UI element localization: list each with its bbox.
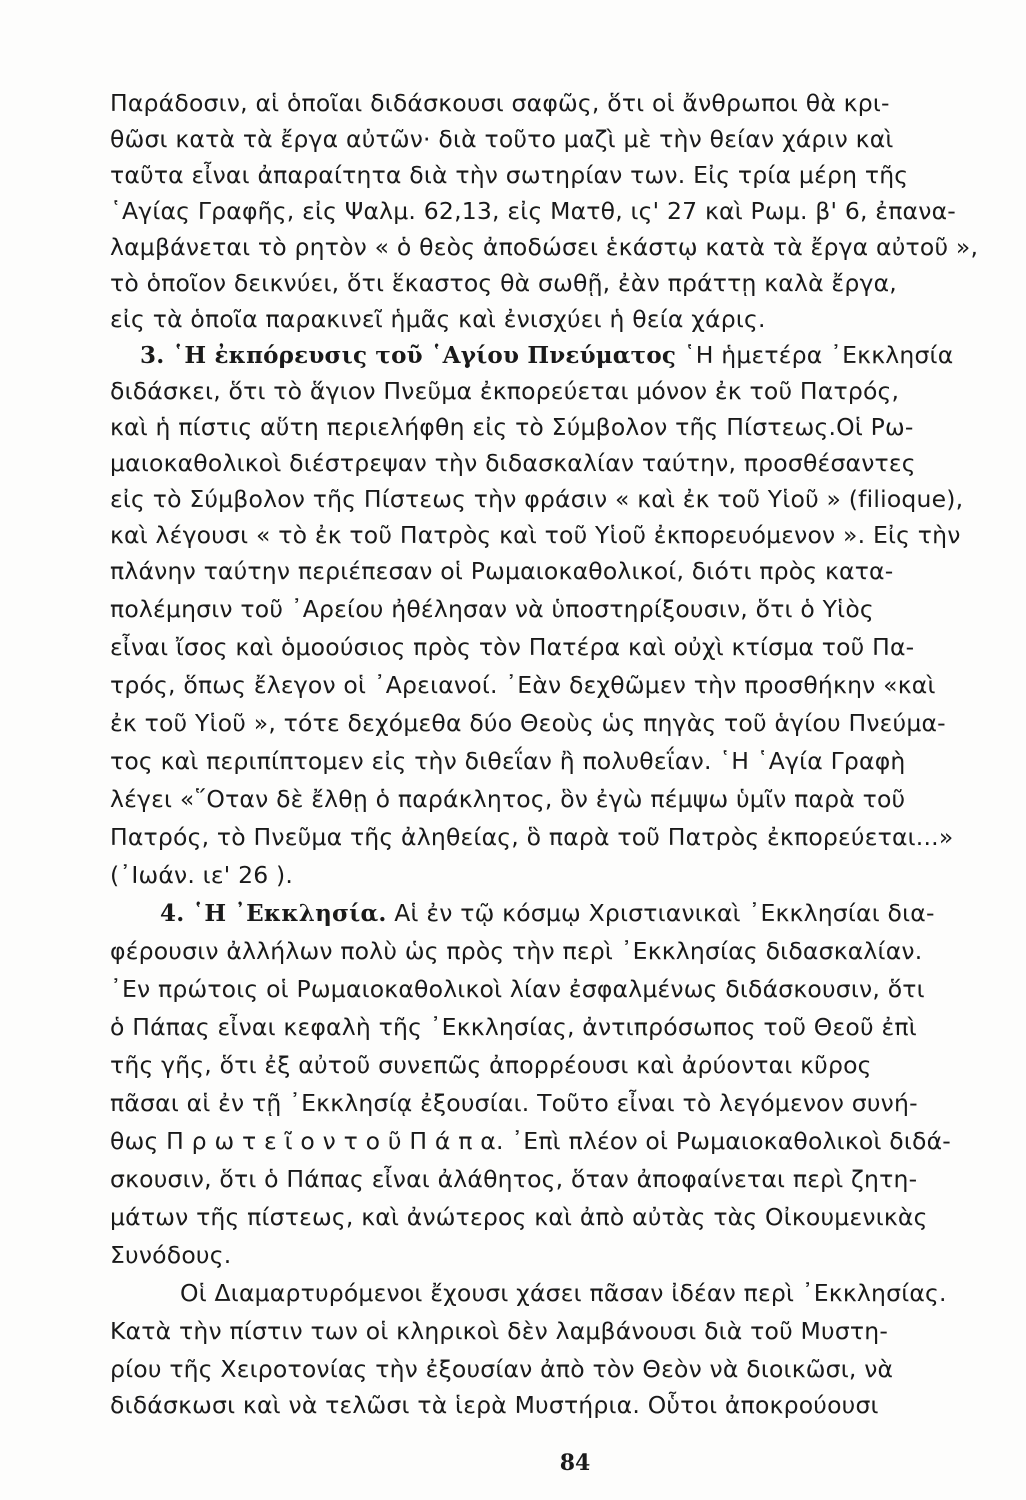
text-line: ἐκ τοῦ Υἱοῦ », τότε δεχόμεθα δύο Θεοὺς ὡς πηγὰς τοῦ ἁγίου Πνεύμα- [110,709,946,737]
text-line: λέγει «῞Οταν δὲ ἔλθῃ ὁ παράκλητος, ὃν ἐγὼ πέμψω ὑμῖν παρὰ τοῦ [110,785,906,813]
text-line: ῾Αγίας Γραφῆς, εἰς Ψαλμ. 62,13, εἰς Ματθ, ις' 27 καὶ Ρωμ. β' 6, ἐπανα- [110,197,956,225]
text-line: ὁ Πάπας εἶναι κεφαλὴ τῆς ᾿Εκκλησίας, ἀντιπρόσωπος τοῦ Θεοῦ ἐπὶ [110,1013,917,1041]
text-line: φέρουσιν ἀλλήλων πολὺ ὡς πρὸς τὴν περὶ ᾿Εκκλησίας διδασκαλίαν. [110,937,923,965]
text-line: εἰς τὸ Σύμβολον τῆς Πίστεως τὴν φράσιν « καὶ ἐκ τοῦ Υἱοῦ » (filioque), [110,485,964,513]
text-line: πλάνην ταύτην περιέπεσαν οἱ Ρωμαιοκαθολικοί, διότι πρὸς κατα- [110,557,894,585]
text-line: τος καὶ περιπίπτομεν εἰς τὴν διθεΐαν ἢ πολυθεΐαν. ῾Η ῾Αγία Γραφὴ [110,747,906,775]
text-line: σκουσιν, ὅτι ὁ Πάπας εἶναι ἀλάθητος, ὅταν ἀποφαίνεται περὶ ζητη- [110,1165,918,1193]
page-number: 84 [559,1450,591,1476]
text-line: θως Π ρ ω τ ε ῖ ο ν τ ο ῦ Π ά π α. ᾿Επὶ πλέον οἱ Ρωμαιοκαθολικοὶ διδά- [110,1127,951,1155]
section-4-first-line [160,894,990,932]
text-line: θῶσι κατὰ τὰ ἔργα αὐτῶν· διὰ τοῦτο μαζὶ μὲ τὴν θείαν χάριν καὶ [110,125,894,153]
text-line: Συνόδους. [110,1241,232,1269]
text-line: εἶναι ἴσος καὶ ὁμοούσιος πρὸς τὸν Πατέρα καὶ οὐχὶ κτίσμα τοῦ Πα- [110,633,915,661]
section-3-first-line-text: ῾Η ἡμετέρα ᾿Εκκλησία [676,341,954,369]
paragraph-first-line: Οἱ Διαμαρτυρόμενοι ἔχουσι χάσει πᾶσαν ἰδέαν περὶ ᾿Εκκλησίας. [180,1279,947,1307]
text-line: (᾿Ιωάν. ιε' 26 ). [110,861,294,889]
text-line: ταῦτα εἶναι ἀπαραίτητα διὰ τὴν σωτηρίαν των. Εἰς τρία μέρη τῆς [110,161,909,189]
text-line: μάτων τῆς πίστεως, καὶ ἀνώτερος καὶ ἀπὸ αὐτὰς τὰς Οἰκουμενικὰς [110,1203,928,1231]
text-line: πᾶσαι αἱ ἐν τῇ ᾿Εκκλησίᾳ ἐξουσίαι. Τοῦτο εἶναι τὸ λεγόμενον συνή- [110,1089,918,1117]
text-line: Παράδοσιν, αἱ ὁποῖαι διδάσκουσι σαφῶς, ὅτι οἱ ἄνθρωποι θὰ κρι- [110,89,890,117]
text-line: διδάσκωσι καὶ νὰ τελῶσι τὰ ἱερὰ Μυστήρια. Οὗτοι ἀποκρούουσι [110,1391,879,1419]
section-4-heading: 4. ῾Η ᾿Εκκλησία. [160,900,387,927]
text-line: ρίου τῆς Χειροτονίας τὴν ἐξουσίαν ἀπὸ τὸν Θεὸν νὰ διοικῶσι, νὰ [110,1355,894,1383]
text-line-hidden-guard [110,1340,990,1378]
text-line: Πατρός, τὸ Πνεῦμα τῆς ἀληθείας, ὃ παρὰ τοῦ Πατρὸς ἐκπορεύεται...» [110,823,954,851]
text-line: καὶ λέγουσι « τὸ ἐκ τοῦ Πατρὸς καὶ τοῦ Υἱοῦ ἐκπορευόμενον ». Εἰς τὴν [110,521,961,549]
text-line: λαμβάνεται τὸ ρητὸν « ὁ θεὸς ἀποδώσει ἑκάστῳ κατὰ τὰ ἔργα αὐτοῦ », [110,233,979,261]
section-3-heading: 3. ῾Η ἐκπόρευσις τοῦ ῾Αγίου Πνεύματος [140,342,677,369]
text-line: μαιοκαθολικοὶ διέστρεψαν τὴν διδασκαλίαν ταύτην, προσθέσαντες [110,449,916,477]
text-line: διδάσκει, ὅτι τὸ ἅγιον Πνεῦμα ἐκπορεύεται μόνον ἐκ τοῦ Πατρός, [110,377,900,405]
text-line: εἰς τὰ ὁποῖα παρακινεῖ ἡμᾶς καὶ ἐνισχύει ἡ θεία χάρις. [110,305,766,333]
text-line: τὸ ὁποῖον δεικνύει, ὅτι ἕκαστος θὰ σωθῇ, ἐὰν πράττῃ καλὰ ἔργα, [110,269,897,297]
text-line: τρός, ὅπως ἔλεγον οἱ ᾿Αρειανοί. ᾿Εὰν δεχθῶμεν τὴν προσθήκην «καὶ [110,671,936,699]
text-line: τῆς γῆς, ὅτι ἐξ αὐτοῦ συνεπῶς ἀπορρέουσι καὶ ἀρύονται κῦρος [110,1051,872,1079]
text-line: καὶ ἡ πίστις αὕτη περιελήφθη εἰς τὸ Σύμβολον τῆς Πίστεως.Οἱ Ρω- [110,413,914,441]
section-4-first-line-text: Αἱ ἐν τῷ κόσμῳ Χριστιανικαὶ ᾿Εκκλησίαι δια- [386,899,935,927]
text-line: Κατὰ τὴν πίστιν των οἱ κληρικοὶ δὲν λαμβάνουσι διὰ τοῦ Μυστη- [110,1317,889,1345]
text-line: ᾿Εν πρώτοις οἱ Ρωμαιοκαθολικοὶ λίαν ἐσφαλμένως διδάσκουσιν, ὅτι [110,975,925,1003]
section-3-first-line [140,336,990,374]
text-line: πολέμησιν τοῦ ᾿Αρείου ἠθέλησαν νὰ ὑποστηρίξουσιν, ὅτι ὁ Υἱὸς [110,595,874,623]
